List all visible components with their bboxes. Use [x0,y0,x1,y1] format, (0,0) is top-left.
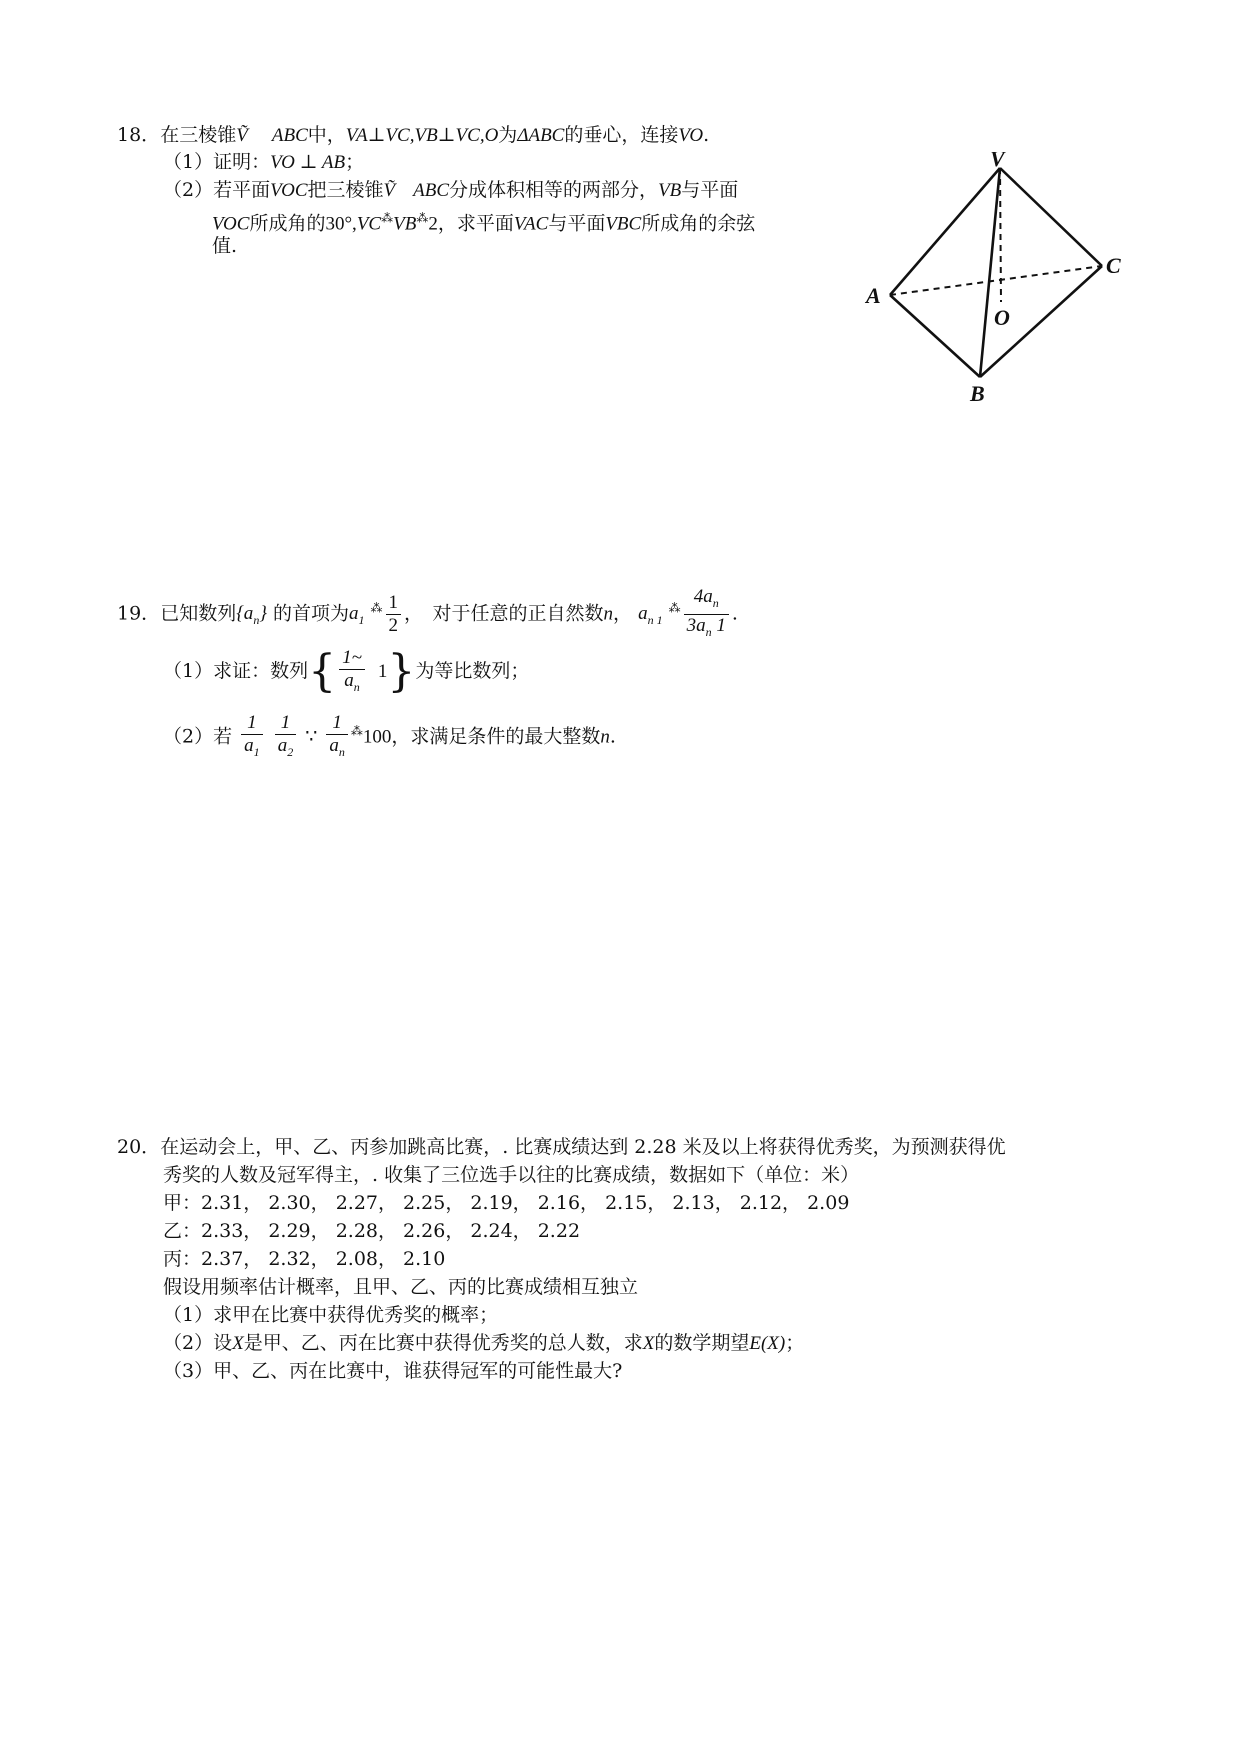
q18-part2-line1 [163,176,738,205]
q19-comma: ， [613,602,633,625]
pyramid-figure [860,152,1130,406]
q18-p2-b: 分成体积相等的两部分， [449,179,659,201]
q20-p2-x: X [232,1333,244,1354]
q19-p1-frac-den-base: a [344,669,354,691]
q18-l2-vac: VAC [513,213,549,235]
q20-number: 20． [117,1136,161,1158]
q19-p2-f1-den-base: a [244,734,254,756]
q18-l2-2: 2 [428,213,438,235]
q19-p2-end-a: ，求满足条件的最大整数 [391,725,601,748]
q19-b: 的首项为 [272,602,349,625]
q18-number: 18． [117,124,161,146]
q19-seq-sub: n [253,613,260,628]
q18-stem-mid: 中， [307,124,346,146]
q19-p2-f3-den-base: a [329,734,339,756]
q19-p1-lbrace: { [308,646,337,697]
q20-line1-text: 在运动会上，甲、乙、丙参加跳高比赛，. 比赛成绩达到 2.28 米及以上将获得优秀奖，为预测获得优 [160,1136,1006,1158]
q20-line2: 秀奖的人数及冠军得主，. 收集了三位选手以往的比赛成绩，数据如下（单位：米） [163,1164,860,1186]
q19-p1-rbrace: } [387,646,416,697]
label-o: O [994,305,1010,330]
q18-stem-for: 为 [498,124,518,146]
edge-vc [1000,168,1102,266]
q18-p1-end: ； [345,151,365,173]
q20-p2-ex: E(X) [749,1333,786,1354]
q19-p2-label: （2）若 [163,725,233,748]
q20-p2-x2: X [642,1333,655,1354]
q19-seq-open: {a [236,603,254,625]
q19-half [386,592,402,637]
edge-ac-dashed [890,266,1102,295]
q19-recurrence [684,586,729,643]
q20-assume: 假设用频率估计概率，且甲、乙、丙的比赛成绩相互独立 [163,1276,639,1298]
q19-p2-f3-num: 1 [326,712,348,735]
q18-l2-voc: VOC [212,213,250,235]
q18-stem-tri: ΔABC [517,125,565,146]
q19-half-den: 2 [388,614,399,636]
label-v: V [990,152,1005,171]
q18-l2-b: ，求平面 [437,212,514,235]
q18-l2-vbc: VBC [605,213,642,235]
q19-p2-100: 100 [362,726,392,748]
q19-half-num: 1 [386,592,402,615]
q18-part2-line3: 值. [212,235,238,257]
q19-p2-f1-num: 1 [241,712,263,735]
q18-stem-abc: ABC [271,125,308,146]
q20-p3: （3）甲、乙、丙在比赛中，谁获得冠军的可能性最大? [163,1360,623,1382]
q18-p2-a: 把三棱锥 [307,179,384,201]
q19-p2-f3-sub: n [338,744,345,759]
q19-n1: n [603,603,614,625]
q19-p1-frac-num: 1~ [339,647,365,670]
q19-c: ， 对于任意的正自然数 [404,602,604,625]
q19-glyph2: ⁂ [668,601,681,615]
edge-va [890,168,1000,295]
q19-part2 [163,703,616,765]
q19-p2-f2-den-base: a [277,734,288,756]
q18-l2-vc: VC [356,213,382,235]
q19-p1-frac [339,647,365,698]
q19-an1-sub: n 1 [647,613,663,628]
label-a: A [866,283,881,308]
q19-p2-frac3 [326,712,348,763]
q18-stem-end: 的垂心，连接 [564,124,679,146]
q20-p2-c: 的数学期望 [654,1332,750,1354]
q18-l2-vb: VB [393,213,417,235]
q19-p2-frac1 [241,712,263,763]
q18-stem-text: 在三棱锥 [160,124,237,146]
q19-a1-base: a [348,603,359,625]
edge-vb [980,168,1000,377]
q18-p2-abc: ABC [413,180,450,201]
q18-l2-glyph1: ⁂ [381,211,394,225]
q19-p2-f2-den [275,735,297,763]
q18-part1 [163,148,364,177]
q19-a1 [348,603,365,628]
q20-bing: 丙：2.37， 2.32， 2.08， 2.10 [163,1248,446,1270]
q18-l2-d: 所成角的余弦 [641,212,756,235]
q19-part1 [163,643,529,700]
label-c: C [1106,253,1121,278]
q19-p2-f1-sub: 1 [253,744,260,759]
q19-p2-f2-sub: 2 [287,744,294,759]
q19-p1-end: 为等比数列； [415,660,530,682]
q20-p2-d: ； [785,1332,805,1354]
q19-p2-f1-den [241,735,263,763]
q20-p1: （1）求甲在比赛中获得优秀奖的概率； [163,1304,499,1326]
q18-stem-vo: VO [678,125,704,146]
q19-p1-frac-den-sub: n [353,679,360,694]
q19-p2-f3-den [326,735,348,763]
q18-p2-v: Ṽ [383,180,396,201]
q18-l2-c: 与平面 [548,212,606,235]
q19-rec-num-base: 4a [693,586,713,608]
q18-p2-c: 与平面 [681,179,739,201]
edge-ab [890,295,980,377]
q20-p2-a: （2）设 [163,1332,233,1354]
label-b: B [970,381,985,406]
q19-rec-den-tail: 1 [711,614,726,636]
q19-end: . [731,602,738,625]
q19-seq-close: } [259,603,267,625]
q19-an1 [638,603,663,628]
q19-p2-dots: ∵ [305,725,318,748]
q18-l2-30: 30°, [325,213,357,235]
q19-p2-f2-num: 1 [275,712,297,735]
q18-stem-v: Ṽ [236,125,248,146]
q19-stem [117,580,738,648]
q19-a: 已知数列 [160,602,237,625]
q19-rec-den-sub: n [705,624,712,639]
q19-rec-den [684,615,729,643]
q19-p2-frac2 [275,712,297,763]
q18-l2-glyph2: ⁂ [416,211,429,225]
q19-rec-num-sub: n [712,595,719,610]
q19-seq [236,603,267,628]
q20-yi: 乙：2.33， 2.29， 2.28， 2.26， 2.24， 2.22 [163,1220,581,1242]
q20-line1 [117,1133,1006,1161]
q19-glyph1: ⁂ [370,601,383,615]
q20-jia: 甲：2.31， 2.30， 2.27， 2.25， 2.19， 2.16， 2.15， 2.13， 2.12， 2.09 [163,1192,850,1214]
q19-rec-den-base: 3a [686,614,706,636]
q18-p1-math: VO ⊥ AB [270,152,346,173]
q18-p2-vb: VB [658,180,682,201]
q19-p1-label: （1）求证：数列 [163,660,309,682]
edge-vo-dashed [1000,168,1001,302]
q18-p1-label: （1）证明： [163,151,271,173]
q18-l2-a: 所成角的 [249,212,326,235]
q20-p2-b: 是甲、乙、丙在比赛中获得优秀奖的总人数，求 [243,1332,643,1354]
q19-p1-frac-den [339,670,365,698]
q19-p2-glyph: ⁂ [350,724,363,738]
q19-a1-sub: 1 [358,613,365,628]
q18-p2-voc: VOC [270,180,308,201]
q20-p2 [163,1329,804,1358]
q18-stem-dot: . [703,124,710,146]
q18-stem-cond: VA⊥VC,VB⊥VC,O [345,125,499,146]
q19-p1-tail: 1 [377,661,388,682]
q18-part2-line2 [212,204,755,238]
q19-p2-end-b: . [609,725,616,748]
q18-p2-label: （2）若平面 [163,179,271,201]
q19-rec-num [684,586,729,615]
q18-stem [117,121,709,150]
q19-an1-base: a [638,603,648,625]
q19-p2-n: n [600,726,610,748]
q19-number: 19． [117,602,161,625]
